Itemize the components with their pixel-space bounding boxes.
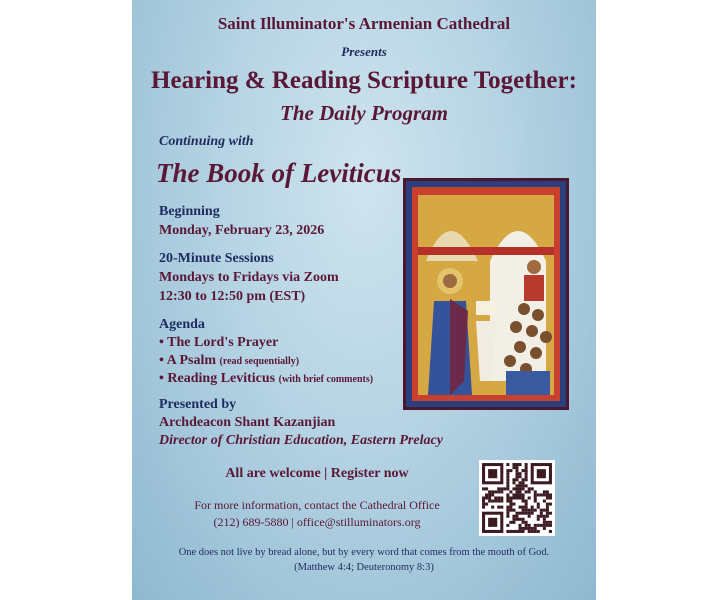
agenda-label: Agenda xyxy=(159,317,205,332)
event-flyer xyxy=(132,0,596,600)
agenda-item-note: (read sequentially) xyxy=(219,356,300,367)
agenda-item xyxy=(159,353,299,369)
agenda-item-note: (with brief comments) xyxy=(278,374,374,385)
presenter-name: Archdeacon Shant Kazanjian xyxy=(159,415,336,430)
sessions-label: 20-Minute Sessions xyxy=(159,251,274,266)
illuminated-manuscript-image xyxy=(403,178,569,410)
book-title: The Book of Leviticus xyxy=(156,158,402,188)
presents-label: Presents xyxy=(341,44,387,59)
agenda-item-main: • The Lord's Prayer xyxy=(159,335,279,350)
register-callout: All are welcome | Register now xyxy=(225,466,409,481)
session-days: Mondays to Fridays via Zoom xyxy=(159,270,339,285)
agenda-item xyxy=(159,335,278,351)
presented-by-label: Presented by xyxy=(159,397,237,412)
organization-name: Saint Illuminator's Armenian Cathedral xyxy=(217,14,511,33)
contact-info: For more information, contact the Cathedral Office xyxy=(194,498,440,512)
scripture-citation: (Matthew 4:4; Deuteronomy 8:3) xyxy=(294,562,434,573)
start-date: Monday, February 23, 2026 xyxy=(159,223,325,238)
session-time: 12:30 to 12:50 pm (EST) xyxy=(159,289,306,304)
program-title: Hearing & Reading Scripture Together: xyxy=(151,67,577,94)
beginning-label: Beginning xyxy=(159,204,220,219)
contact-phone-email: (212) 689-5880 | office@stilluminators.org xyxy=(213,515,421,529)
scripture-quote: One does not live by bread alone, but by every word that comes from the mouth of God. xyxy=(178,547,550,558)
agenda-item-main: • Reading Leviticus xyxy=(159,371,276,386)
agenda-item xyxy=(159,371,373,387)
presenter-role: Director of Christian Education, Eastern Prelacy xyxy=(159,433,443,448)
program-subtitle: The Daily Program xyxy=(280,101,448,125)
agenda-item-main: • A Psalm xyxy=(159,353,217,368)
continuing-label: Continuing with xyxy=(159,134,254,149)
register-qr-code[interactable] xyxy=(479,460,555,536)
